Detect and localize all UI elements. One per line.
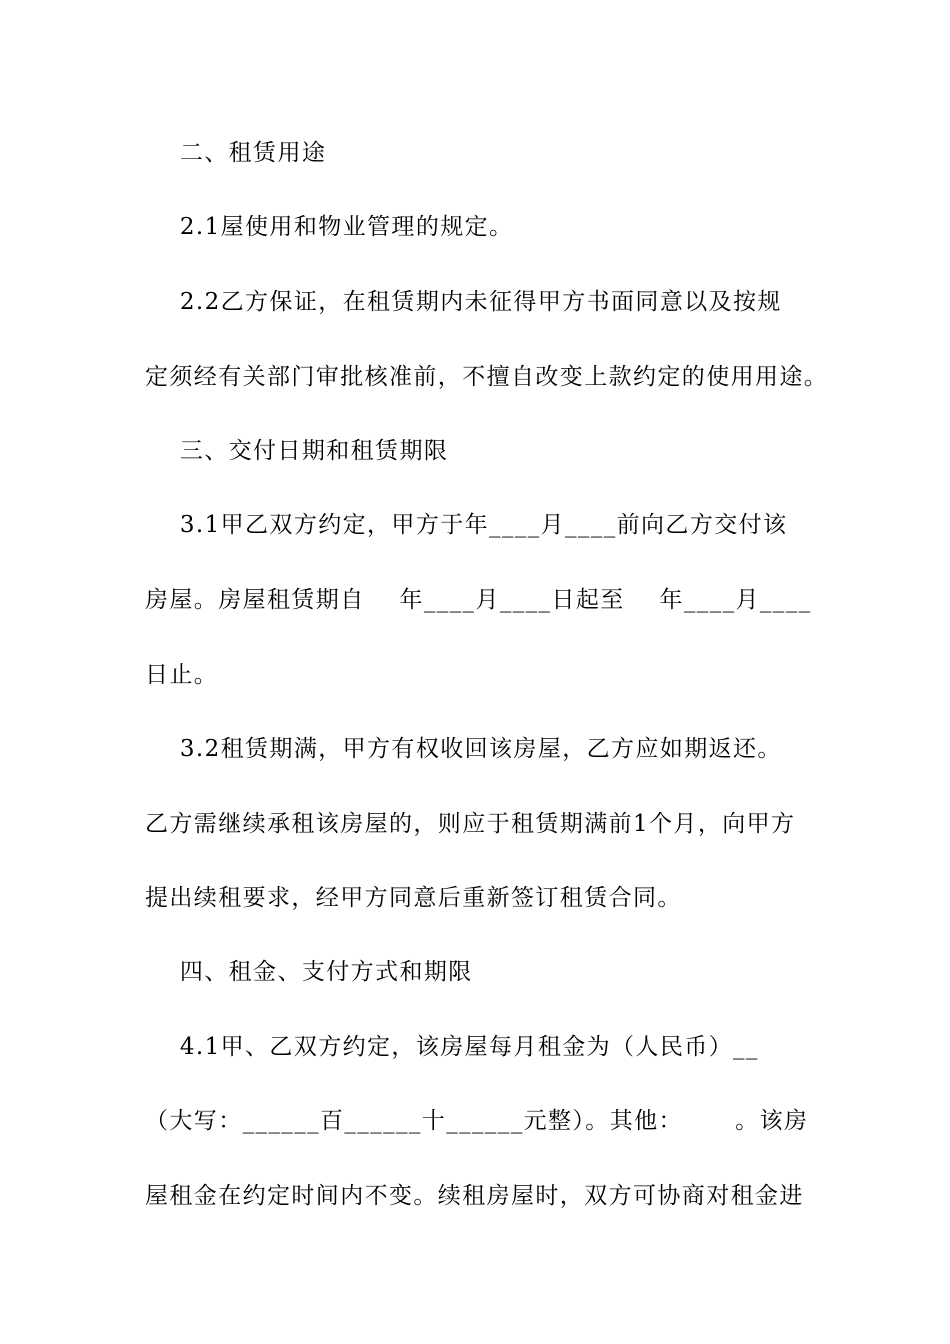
- clause-3-2-line-3: 提出续租要求，经甲方同意后重新签订租赁合同。: [145, 885, 682, 911]
- clause-3-1-line-2: 房屋。房屋租赁期自 年____月____日起至 年____月____: [145, 587, 812, 613]
- clause-3-2-line-1: 3.2租赁期满，甲方有权收回该房屋，乙方应如期返还。: [145, 736, 782, 762]
- clause-4-1-line-2: （大写：______百______十______元整）。其他： 。该房: [145, 1108, 809, 1134]
- clause-2-2-line-1: 2.2乙方保证，在租赁期内未征得甲方书面同意以及按规: [145, 289, 782, 315]
- clause-2-2-line-2: 定须经有关部门审批核准前，不擅自改变上款约定的使用用途。: [145, 364, 829, 390]
- clause-4-1-line-1: 4.1甲、乙双方约定，该房屋每月租金为（人民币）__: [145, 1034, 759, 1060]
- clause-3-2-line-2: 乙方需继续承租该房屋的，则应于租赁期满前1个月，向甲方: [145, 811, 796, 837]
- section-heading-rental-purpose: 二、租赁用途: [145, 140, 327, 166]
- clause-4-1-line-3: 屋租金在约定时间内不变。续租房屋时，双方可协商对租金进: [145, 1183, 804, 1209]
- clause-2-1: 2.1屋使用和物业管理的规定。: [145, 214, 514, 240]
- section-heading-rent-payment: 四、租金、支付方式和期限: [145, 959, 473, 985]
- clause-3-1-line-3: 日止。: [145, 662, 219, 688]
- section-heading-delivery-and-term: 三、交付日期和租赁期限: [145, 438, 449, 464]
- clause-3-1-line-1: 3.1甲乙双方约定，甲方于年____月____前向乙方交付该: [145, 512, 788, 538]
